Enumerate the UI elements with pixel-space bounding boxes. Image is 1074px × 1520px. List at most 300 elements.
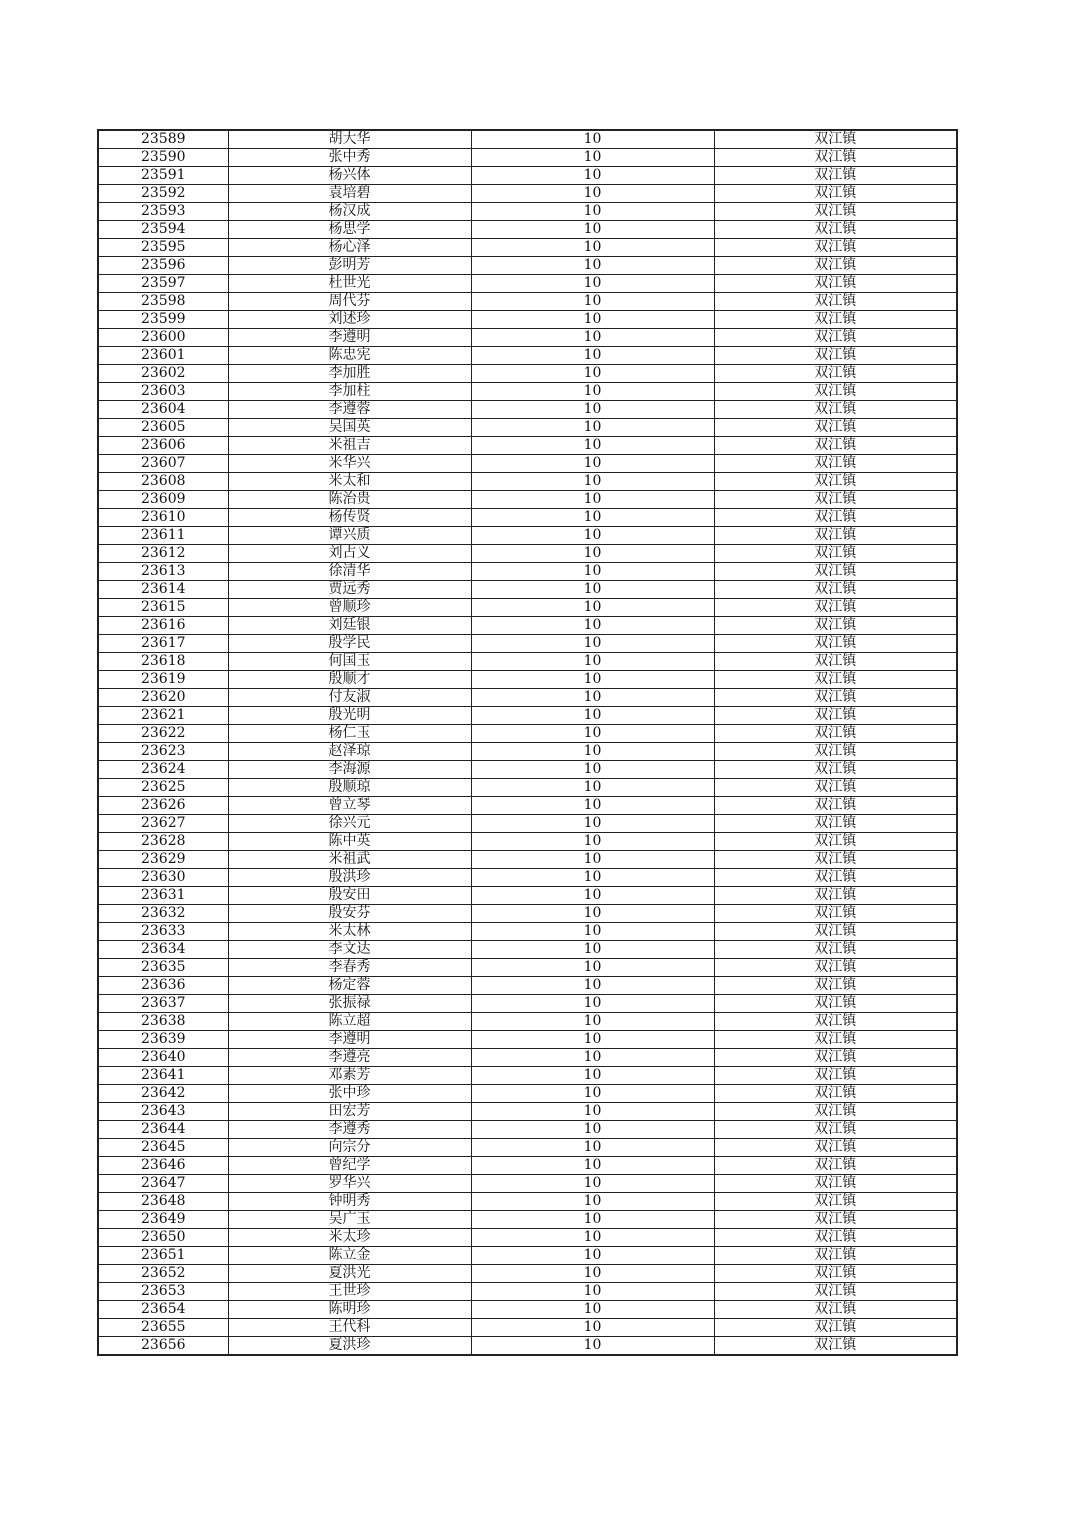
row-town-cell: 双江镇 xyxy=(714,977,957,995)
row-id-cell: 23648 xyxy=(98,1193,228,1211)
row-name-cell: 陈治贵 xyxy=(228,491,471,509)
row-name-cell: 袁培碧 xyxy=(228,185,471,203)
row-name-cell: 殷洪珍 xyxy=(228,869,471,887)
row-amount-cell: 10 xyxy=(471,545,714,563)
table-row xyxy=(98,761,957,779)
table-row xyxy=(98,1175,957,1193)
table-row xyxy=(98,1265,957,1283)
row-amount-cell: 10 xyxy=(471,851,714,869)
table-row xyxy=(98,347,957,365)
row-name-cell: 殷安芬 xyxy=(228,905,471,923)
row-id-cell: 23621 xyxy=(98,707,228,725)
row-amount-cell: 10 xyxy=(471,1121,714,1139)
row-town-cell: 双江镇 xyxy=(714,1049,957,1067)
table-row xyxy=(98,779,957,797)
row-id-cell: 23595 xyxy=(98,239,228,257)
row-name-cell: 杨定蓉 xyxy=(228,977,471,995)
row-town-cell: 双江镇 xyxy=(714,185,957,203)
row-town-cell: 双江镇 xyxy=(714,293,957,311)
row-town-cell: 双江镇 xyxy=(714,419,957,437)
row-town-cell: 双江镇 xyxy=(714,473,957,491)
row-name-cell: 曾顺珍 xyxy=(228,599,471,617)
table-row xyxy=(98,563,957,581)
row-id-cell: 23632 xyxy=(98,905,228,923)
row-id-cell: 23617 xyxy=(98,635,228,653)
row-amount-cell: 10 xyxy=(471,383,714,401)
row-id-cell: 23642 xyxy=(98,1085,228,1103)
row-id-cell: 23638 xyxy=(98,1013,228,1031)
table-row xyxy=(98,869,957,887)
row-id-cell: 23656 xyxy=(98,1337,228,1356)
row-town-cell: 双江镇 xyxy=(714,1157,957,1175)
row-name-cell: 杨传贤 xyxy=(228,509,471,527)
row-amount-cell: 10 xyxy=(471,797,714,815)
row-amount-cell: 10 xyxy=(471,257,714,275)
table-row xyxy=(98,545,957,563)
row-name-cell: 胡大华 xyxy=(228,130,471,149)
row-id-cell: 23653 xyxy=(98,1283,228,1301)
row-id-cell: 23610 xyxy=(98,509,228,527)
row-town-cell: 双江镇 xyxy=(714,437,957,455)
roster-table xyxy=(97,129,958,1356)
table-row xyxy=(98,455,957,473)
row-id-cell: 23613 xyxy=(98,563,228,581)
row-name-cell: 李春秀 xyxy=(228,959,471,977)
row-town-cell: 双江镇 xyxy=(714,923,957,941)
table-row xyxy=(98,923,957,941)
row-name-cell: 邓素芳 xyxy=(228,1067,471,1085)
row-amount-cell: 10 xyxy=(471,635,714,653)
row-id-cell: 23600 xyxy=(98,329,228,347)
row-id-cell: 23619 xyxy=(98,671,228,689)
row-amount-cell: 10 xyxy=(471,725,714,743)
roster-table-body xyxy=(98,130,957,1355)
table-row xyxy=(98,473,957,491)
row-name-cell: 李遵明 xyxy=(228,1031,471,1049)
row-id-cell: 23627 xyxy=(98,815,228,833)
table-row xyxy=(98,1193,957,1211)
row-amount-cell: 10 xyxy=(471,473,714,491)
row-name-cell: 米太珍 xyxy=(228,1229,471,1247)
row-town-cell: 双江镇 xyxy=(714,581,957,599)
table-row xyxy=(98,1049,957,1067)
row-id-cell: 23623 xyxy=(98,743,228,761)
row-name-cell: 李遵亮 xyxy=(228,1049,471,1067)
row-amount-cell: 10 xyxy=(471,779,714,797)
row-town-cell: 双江镇 xyxy=(714,905,957,923)
row-amount-cell: 10 xyxy=(471,1211,714,1229)
row-town-cell: 双江镇 xyxy=(714,1139,957,1157)
row-id-cell: 23603 xyxy=(98,383,228,401)
row-amount-cell: 10 xyxy=(471,1337,714,1356)
row-town-cell: 双江镇 xyxy=(714,527,957,545)
row-id-cell: 23637 xyxy=(98,995,228,1013)
row-amount-cell: 10 xyxy=(471,329,714,347)
row-id-cell: 23654 xyxy=(98,1301,228,1319)
row-id-cell: 23602 xyxy=(98,365,228,383)
row-town-cell: 双江镇 xyxy=(714,203,957,221)
row-amount-cell: 10 xyxy=(471,365,714,383)
row-id-cell: 23650 xyxy=(98,1229,228,1247)
table-row xyxy=(98,419,957,437)
row-town-cell: 双江镇 xyxy=(714,1031,957,1049)
row-amount-cell: 10 xyxy=(471,167,714,185)
row-town-cell: 双江镇 xyxy=(714,797,957,815)
row-name-cell: 杜世光 xyxy=(228,275,471,293)
table-row xyxy=(98,149,957,167)
row-amount-cell: 10 xyxy=(471,581,714,599)
table-row xyxy=(98,1337,957,1356)
row-town-cell: 双江镇 xyxy=(714,1103,957,1121)
row-amount-cell: 10 xyxy=(471,455,714,473)
row-amount-cell: 10 xyxy=(471,617,714,635)
table-row xyxy=(98,437,957,455)
row-id-cell: 23592 xyxy=(98,185,228,203)
row-name-cell: 吴国英 xyxy=(228,419,471,437)
table-row xyxy=(98,203,957,221)
row-town-cell: 双江镇 xyxy=(714,1265,957,1283)
row-id-cell: 23594 xyxy=(98,221,228,239)
row-amount-cell: 10 xyxy=(471,959,714,977)
row-amount-cell: 10 xyxy=(471,1085,714,1103)
row-name-cell: 李遵蓉 xyxy=(228,401,471,419)
row-id-cell: 23589 xyxy=(98,130,228,149)
table-row xyxy=(98,1301,957,1319)
table-row xyxy=(98,797,957,815)
row-name-cell: 杨兴体 xyxy=(228,167,471,185)
row-id-cell: 23598 xyxy=(98,293,228,311)
row-name-cell: 殷安田 xyxy=(228,887,471,905)
row-id-cell: 23591 xyxy=(98,167,228,185)
row-town-cell: 双江镇 xyxy=(714,401,957,419)
row-name-cell: 李遵秀 xyxy=(228,1121,471,1139)
row-name-cell: 李加胜 xyxy=(228,365,471,383)
row-name-cell: 陈立超 xyxy=(228,1013,471,1031)
row-id-cell: 23604 xyxy=(98,401,228,419)
row-town-cell: 双江镇 xyxy=(714,851,957,869)
row-amount-cell: 10 xyxy=(471,509,714,527)
table-row xyxy=(98,311,957,329)
row-name-cell: 杨汉成 xyxy=(228,203,471,221)
row-name-cell: 周代芬 xyxy=(228,293,471,311)
row-amount-cell: 10 xyxy=(471,869,714,887)
row-amount-cell: 10 xyxy=(471,1319,714,1337)
table-row xyxy=(98,689,957,707)
row-town-cell: 双江镇 xyxy=(714,545,957,563)
row-town-cell: 双江镇 xyxy=(714,995,957,1013)
row-town-cell: 双江镇 xyxy=(714,617,957,635)
row-amount-cell: 10 xyxy=(471,239,714,257)
table-row xyxy=(98,293,957,311)
row-town-cell: 双江镇 xyxy=(714,509,957,527)
row-amount-cell: 10 xyxy=(471,671,714,689)
row-name-cell: 米祖武 xyxy=(228,851,471,869)
table-row xyxy=(98,130,957,149)
table-row xyxy=(98,635,957,653)
row-town-cell: 双江镇 xyxy=(714,1319,957,1337)
row-id-cell: 23639 xyxy=(98,1031,228,1049)
row-amount-cell: 10 xyxy=(471,293,714,311)
row-name-cell: 徐兴元 xyxy=(228,815,471,833)
row-town-cell: 双江镇 xyxy=(714,1085,957,1103)
row-amount-cell: 10 xyxy=(471,347,714,365)
row-name-cell: 陈立金 xyxy=(228,1247,471,1265)
row-amount-cell: 10 xyxy=(471,995,714,1013)
table-row xyxy=(98,401,957,419)
row-town-cell: 双江镇 xyxy=(714,725,957,743)
row-town-cell: 双江镇 xyxy=(714,563,957,581)
row-amount-cell: 10 xyxy=(471,905,714,923)
row-town-cell: 双江镇 xyxy=(714,311,957,329)
row-name-cell: 张中秀 xyxy=(228,149,471,167)
row-name-cell: 米华兴 xyxy=(228,455,471,473)
row-amount-cell: 10 xyxy=(471,203,714,221)
row-amount-cell: 10 xyxy=(471,311,714,329)
row-town-cell: 双江镇 xyxy=(714,815,957,833)
row-id-cell: 23597 xyxy=(98,275,228,293)
table-row xyxy=(98,941,957,959)
row-name-cell: 殷顺才 xyxy=(228,671,471,689)
row-name-cell: 徐清华 xyxy=(228,563,471,581)
row-id-cell: 23630 xyxy=(98,869,228,887)
row-amount-cell: 10 xyxy=(471,1103,714,1121)
row-town-cell: 双江镇 xyxy=(714,1175,957,1193)
row-amount-cell: 10 xyxy=(471,1139,714,1157)
row-town-cell: 双江镇 xyxy=(714,347,957,365)
table-row xyxy=(98,851,957,869)
table-row xyxy=(98,815,957,833)
table-row xyxy=(98,1283,957,1301)
row-town-cell: 双江镇 xyxy=(714,635,957,653)
row-name-cell: 米太和 xyxy=(228,473,471,491)
row-name-cell: 罗华兴 xyxy=(228,1175,471,1193)
row-town-cell: 双江镇 xyxy=(714,149,957,167)
row-town-cell: 双江镇 xyxy=(714,743,957,761)
row-town-cell: 双江镇 xyxy=(714,1337,957,1356)
row-town-cell: 双江镇 xyxy=(714,383,957,401)
row-id-cell: 23622 xyxy=(98,725,228,743)
row-id-cell: 23611 xyxy=(98,527,228,545)
row-id-cell: 23647 xyxy=(98,1175,228,1193)
row-id-cell: 23612 xyxy=(98,545,228,563)
row-name-cell: 谭兴质 xyxy=(228,527,471,545)
row-name-cell: 王世珍 xyxy=(228,1283,471,1301)
row-id-cell: 23634 xyxy=(98,941,228,959)
table-row xyxy=(98,383,957,401)
row-id-cell: 23620 xyxy=(98,689,228,707)
row-amount-cell: 10 xyxy=(471,130,714,149)
row-id-cell: 23625 xyxy=(98,779,228,797)
table-row xyxy=(98,1157,957,1175)
table-row xyxy=(98,1211,957,1229)
row-amount-cell: 10 xyxy=(471,815,714,833)
row-id-cell: 23614 xyxy=(98,581,228,599)
row-amount-cell: 10 xyxy=(471,527,714,545)
row-id-cell: 23606 xyxy=(98,437,228,455)
row-town-cell: 双江镇 xyxy=(714,1013,957,1031)
row-name-cell: 杨思学 xyxy=(228,221,471,239)
row-id-cell: 23645 xyxy=(98,1139,228,1157)
row-name-cell: 曾纪学 xyxy=(228,1157,471,1175)
table-row xyxy=(98,707,957,725)
row-amount-cell: 10 xyxy=(471,1157,714,1175)
table-row xyxy=(98,167,957,185)
row-name-cell: 向宗分 xyxy=(228,1139,471,1157)
row-name-cell: 殷顺琼 xyxy=(228,779,471,797)
row-town-cell: 双江镇 xyxy=(714,671,957,689)
table-row xyxy=(98,527,957,545)
row-amount-cell: 10 xyxy=(471,437,714,455)
table-row xyxy=(98,1139,957,1157)
row-amount-cell: 10 xyxy=(471,977,714,995)
table-row xyxy=(98,995,957,1013)
row-town-cell: 双江镇 xyxy=(714,833,957,851)
row-id-cell: 23629 xyxy=(98,851,228,869)
row-town-cell: 双江镇 xyxy=(714,130,957,149)
row-name-cell: 何国玉 xyxy=(228,653,471,671)
row-amount-cell: 10 xyxy=(471,653,714,671)
row-name-cell: 陈中英 xyxy=(228,833,471,851)
row-id-cell: 23651 xyxy=(98,1247,228,1265)
table-row xyxy=(98,509,957,527)
row-name-cell: 钟明秀 xyxy=(228,1193,471,1211)
row-amount-cell: 10 xyxy=(471,185,714,203)
row-town-cell: 双江镇 xyxy=(714,761,957,779)
row-amount-cell: 10 xyxy=(471,275,714,293)
row-town-cell: 双江镇 xyxy=(714,1211,957,1229)
row-amount-cell: 10 xyxy=(471,941,714,959)
row-id-cell: 23636 xyxy=(98,977,228,995)
row-town-cell: 双江镇 xyxy=(714,221,957,239)
row-amount-cell: 10 xyxy=(471,707,714,725)
table-row xyxy=(98,1103,957,1121)
row-id-cell: 23635 xyxy=(98,959,228,977)
row-town-cell: 双江镇 xyxy=(714,1193,957,1211)
row-amount-cell: 10 xyxy=(471,887,714,905)
row-id-cell: 23605 xyxy=(98,419,228,437)
row-town-cell: 双江镇 xyxy=(714,365,957,383)
row-amount-cell: 10 xyxy=(471,1013,714,1031)
row-name-cell: 李海源 xyxy=(228,761,471,779)
row-id-cell: 23652 xyxy=(98,1265,228,1283)
row-town-cell: 双江镇 xyxy=(714,275,957,293)
row-town-cell: 双江镇 xyxy=(714,959,957,977)
row-name-cell: 杨仁玉 xyxy=(228,725,471,743)
row-amount-cell: 10 xyxy=(471,599,714,617)
row-amount-cell: 10 xyxy=(471,1193,714,1211)
row-amount-cell: 10 xyxy=(471,1265,714,1283)
row-amount-cell: 10 xyxy=(471,491,714,509)
table-row xyxy=(98,599,957,617)
row-id-cell: 23609 xyxy=(98,491,228,509)
row-name-cell: 殷光明 xyxy=(228,707,471,725)
row-name-cell: 付友淑 xyxy=(228,689,471,707)
row-amount-cell: 10 xyxy=(471,761,714,779)
table-row xyxy=(98,275,957,293)
row-id-cell: 23626 xyxy=(98,797,228,815)
row-name-cell: 米太林 xyxy=(228,923,471,941)
row-name-cell: 刘占义 xyxy=(228,545,471,563)
row-town-cell: 双江镇 xyxy=(714,653,957,671)
row-name-cell: 陈明珍 xyxy=(228,1301,471,1319)
row-amount-cell: 10 xyxy=(471,1301,714,1319)
table-row xyxy=(98,365,957,383)
row-name-cell: 刘述珍 xyxy=(228,311,471,329)
row-name-cell: 米祖吉 xyxy=(228,437,471,455)
row-town-cell: 双江镇 xyxy=(714,1229,957,1247)
row-town-cell: 双江镇 xyxy=(714,257,957,275)
row-town-cell: 双江镇 xyxy=(714,1301,957,1319)
row-amount-cell: 10 xyxy=(471,419,714,437)
table-row xyxy=(98,833,957,851)
row-town-cell: 双江镇 xyxy=(714,707,957,725)
row-town-cell: 双江镇 xyxy=(714,1121,957,1139)
row-amount-cell: 10 xyxy=(471,221,714,239)
row-amount-cell: 10 xyxy=(471,1283,714,1301)
row-name-cell: 彭明芳 xyxy=(228,257,471,275)
table-row xyxy=(98,617,957,635)
row-town-cell: 双江镇 xyxy=(714,869,957,887)
row-name-cell: 李文达 xyxy=(228,941,471,959)
table-row xyxy=(98,725,957,743)
row-id-cell: 23640 xyxy=(98,1049,228,1067)
table-row xyxy=(98,1031,957,1049)
row-amount-cell: 10 xyxy=(471,149,714,167)
row-id-cell: 23615 xyxy=(98,599,228,617)
table-row xyxy=(98,329,957,347)
row-id-cell: 23601 xyxy=(98,347,228,365)
table-row xyxy=(98,257,957,275)
row-town-cell: 双江镇 xyxy=(714,239,957,257)
table-row xyxy=(98,1247,957,1265)
row-name-cell: 夏洪珍 xyxy=(228,1337,471,1356)
row-town-cell: 双江镇 xyxy=(714,491,957,509)
row-name-cell: 夏洪光 xyxy=(228,1265,471,1283)
row-id-cell: 23616 xyxy=(98,617,228,635)
table-row xyxy=(98,1319,957,1337)
row-amount-cell: 10 xyxy=(471,401,714,419)
row-name-cell: 刘廷银 xyxy=(228,617,471,635)
row-id-cell: 23593 xyxy=(98,203,228,221)
row-name-cell: 田宏芳 xyxy=(228,1103,471,1121)
row-id-cell: 23590 xyxy=(98,149,228,167)
row-town-cell: 双江镇 xyxy=(714,941,957,959)
row-name-cell: 李加柱 xyxy=(228,383,471,401)
row-id-cell: 23646 xyxy=(98,1157,228,1175)
table-row xyxy=(98,653,957,671)
row-town-cell: 双江镇 xyxy=(714,1067,957,1085)
row-amount-cell: 10 xyxy=(471,743,714,761)
row-name-cell: 吴广玉 xyxy=(228,1211,471,1229)
row-amount-cell: 10 xyxy=(471,1175,714,1193)
row-id-cell: 23641 xyxy=(98,1067,228,1085)
row-amount-cell: 10 xyxy=(471,1031,714,1049)
row-amount-cell: 10 xyxy=(471,833,714,851)
row-id-cell: 23643 xyxy=(98,1103,228,1121)
table-row xyxy=(98,671,957,689)
row-town-cell: 双江镇 xyxy=(714,599,957,617)
row-name-cell: 贾远秀 xyxy=(228,581,471,599)
table-row xyxy=(98,1067,957,1085)
table-row xyxy=(98,977,957,995)
row-id-cell: 23599 xyxy=(98,311,228,329)
row-id-cell: 23649 xyxy=(98,1211,228,1229)
table-row xyxy=(98,905,957,923)
row-id-cell: 23631 xyxy=(98,887,228,905)
row-amount-cell: 10 xyxy=(471,689,714,707)
row-id-cell: 23633 xyxy=(98,923,228,941)
row-name-cell: 殷学民 xyxy=(228,635,471,653)
